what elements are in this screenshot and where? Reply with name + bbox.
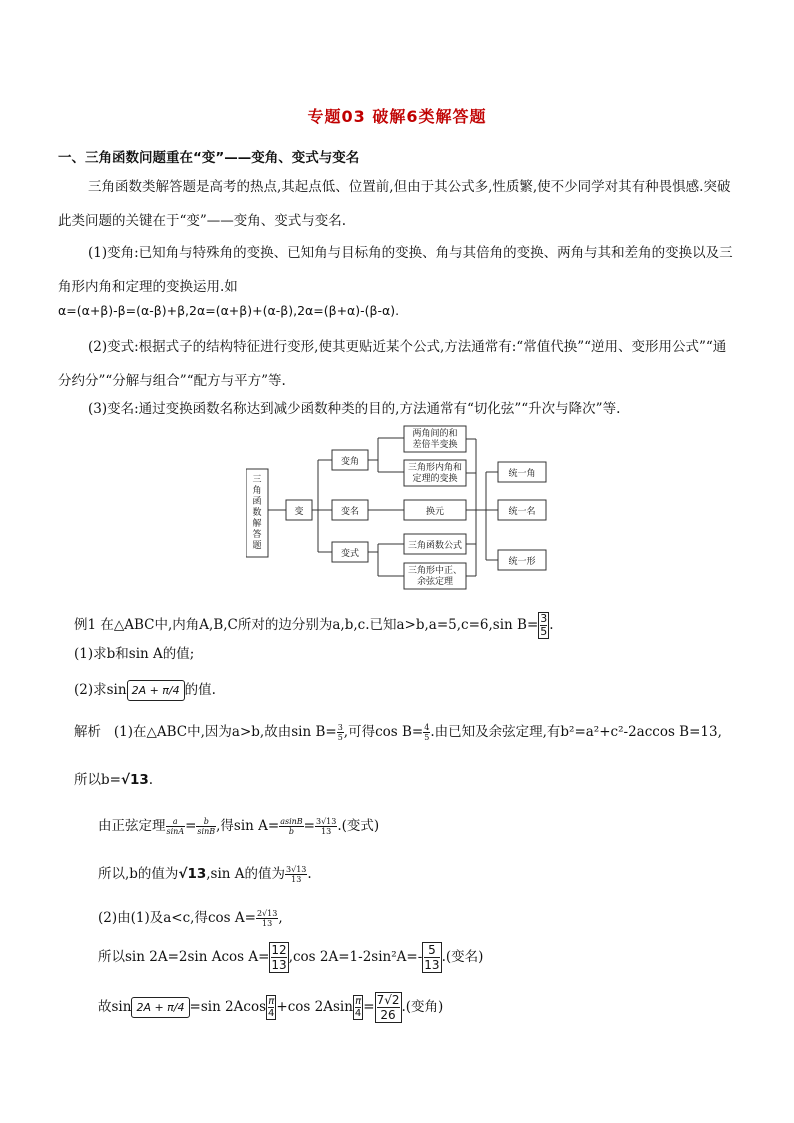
diagram-root-label: 三角函数解答题: [252, 475, 262, 551]
frac-b-sinB: $\frac{b}{\sin B}$: [197, 817, 216, 836]
sin2A-value-box: $\frac{12}{13}$: [271, 943, 287, 972]
concept-diagram: [246, 424, 556, 594]
part2-double-angle: [98, 942, 483, 973]
section-heading: 一、三角函数问题重在“变”——变角、变式与变名: [58, 150, 360, 166]
diagram-right-5a: 三角形中正、: [407, 566, 463, 576]
b-value: √13: [120, 772, 149, 788]
intro-paragraph: 三角函数类解答题是高考的热点,其起点低、位置前,但由于其公式多,性质繁,使不少同学对其有种畏惧感.突破此类问题的关键在于“变”——变角、变式与变名.: [58, 179, 731, 229]
frac-3-5: $\frac{3}{5}$: [337, 723, 343, 742]
sinB-value-box: [538, 612, 549, 639]
diagram-right-2b: 定理的变换: [412, 474, 458, 484]
question-2-argument: 2A + π/4: [127, 680, 185, 701]
result-suffix: .: [307, 866, 312, 882]
double-angle-prefix: 所以sin 2A=2sin Acos A=: [98, 949, 270, 965]
diagram-mid-form: 变式: [340, 549, 360, 559]
solution-text-1: (1)在△ABC中,因为a>b,故由sin B=: [113, 724, 337, 740]
sine-rule-middle: ,得sin A=: [216, 818, 280, 834]
frac-asinB-b: $\frac{asinB}{b}$: [280, 817, 303, 836]
name-change-paragraph: (3)变名:通过变换函数名称达到减少函数种类的目的,方法通常有“切化弦”“升次与降次”等.: [88, 401, 621, 417]
angle-formula: α=(α+β)-β=(α-β)+β,2α=(α+β)+(α-β),2α=(β+α)-(β-α).: [58, 303, 400, 318]
pi-over-4-box-2: $\frac{\pi}{4}$: [354, 996, 362, 1019]
example-statement: 例1 在△ABC中,内角A,B,C所对的边分别为a,b,c.已知a>b,a=5,c=6,sin B= $\frac{3}{5}$ .: [74, 612, 554, 638]
diagram-right-5b: 余弦定理: [416, 577, 454, 587]
diagram-outcome-form: 统一形: [508, 557, 536, 567]
sinB-denominator: 5: [540, 625, 548, 638]
sine-rule-prefix: 由正弦定理: [98, 818, 166, 834]
solution-text-3: .由已知及余弦定理,有b²=a²+c²-2accos B=13,: [430, 724, 722, 740]
question-1: (1)求b和sin A的值;: [74, 646, 195, 662]
sine-rule-equals-2: =: [303, 818, 315, 834]
frac-3sqrt13-13: $\frac{3√13}{13}$: [315, 817, 337, 836]
final-equals: =: [363, 999, 375, 1015]
form-change-paragraph: (2)变式:根据式子的结构特征进行变形,使其更贴近某个公式,方法通常有:“常值代换”“逆用、变形用公式”“通分约分”“分解与组合”“配方与平方”等.: [58, 339, 727, 389]
question-2: [74, 678, 216, 701]
result-middle: ,sin A的值为: [206, 866, 286, 882]
diagram-right-3: 换元: [425, 507, 445, 517]
final-prefix: 故sin: [98, 999, 132, 1015]
final-middle-1: =sin 2Acos: [189, 999, 267, 1015]
diagram-mid-name: 变名: [340, 507, 360, 517]
sine-rule-equals: =: [185, 818, 197, 834]
diagram-right-2a: 三角形内角和: [407, 463, 463, 473]
sine-rule-line: [98, 814, 379, 836]
diagram-outcome-angle: 统一角: [508, 469, 536, 479]
result-b: √13: [178, 866, 207, 882]
diagram-outcome-name: 统一名: [508, 507, 536, 517]
cosA-suffix: ,: [278, 910, 283, 926]
sine-rule-suffix: .(变式): [337, 818, 380, 834]
final-middle-2: +cos 2Asin: [276, 999, 353, 1015]
cosA-frac: $\frac{2√13}{13}$: [256, 909, 278, 928]
sinB-numerator: 3: [540, 612, 548, 625]
final-value-box: $\frac{7√2}{26}$: [376, 993, 400, 1022]
solution-label: 解析: [74, 724, 101, 740]
cosA-prefix: (2)由(1)及a<c,得cos A=: [98, 910, 256, 926]
diagram-mid-angle: 变角: [340, 457, 360, 467]
solution-text-2: ,可得cos B=: [343, 724, 424, 740]
part2-final: [98, 992, 443, 1023]
solution-part1: [74, 720, 722, 742]
double-angle-middle: ,cos 2A=1-2sin²A=-: [288, 949, 423, 965]
diagram-center-label: 变: [294, 507, 304, 517]
cos2A-value-box: $\frac{5}{13}$: [424, 943, 440, 972]
result-sinA-frac: $\frac{3√13}{13}$: [286, 865, 307, 884]
question-2-prefix: (2)求sin: [74, 682, 127, 698]
question-2-suffix: 的值.: [184, 682, 216, 698]
b-value-prefix: 所以b=: [74, 772, 121, 788]
angle-change-paragraph: (1)变角:已知角与特殊角的变换、已知角与目标角的变换、角与其倍角的变换、两角与其和差角的变换以及三角形内角和定理的变换运用.如: [58, 245, 733, 295]
diagram-right-1a: 两角间的和: [412, 429, 458, 439]
frac-a-sinA: $\frac{a}{\sin A}$: [166, 817, 185, 836]
pi-over-4-box-1: $\frac{\pi}{4}$: [268, 996, 275, 1019]
diagram-right-4: 三角函数公式: [407, 541, 463, 551]
solution-b-value: [74, 768, 153, 788]
final-suffix: .(变角): [401, 999, 444, 1015]
final-argument: 2A + π/4: [131, 997, 189, 1018]
example-statement-text: 例1 在△ABC中,内角A,B,C所对的边分别为a,b,c.已知a>b,a=5,c=6,sin B=: [74, 617, 539, 633]
result-prefix: 所以,b的值为: [98, 866, 179, 882]
part2-cosA: [98, 906, 283, 928]
result-line: [98, 862, 312, 884]
b-value-suffix: .: [148, 772, 154, 788]
frac-4-5: $\frac{4}{5}$: [424, 723, 430, 742]
double-angle-suffix: .(变名): [441, 949, 484, 965]
page-title: 专题03 破解6类解答题: [307, 107, 487, 126]
diagram-right-1b: 差倍半变换: [412, 440, 458, 450]
